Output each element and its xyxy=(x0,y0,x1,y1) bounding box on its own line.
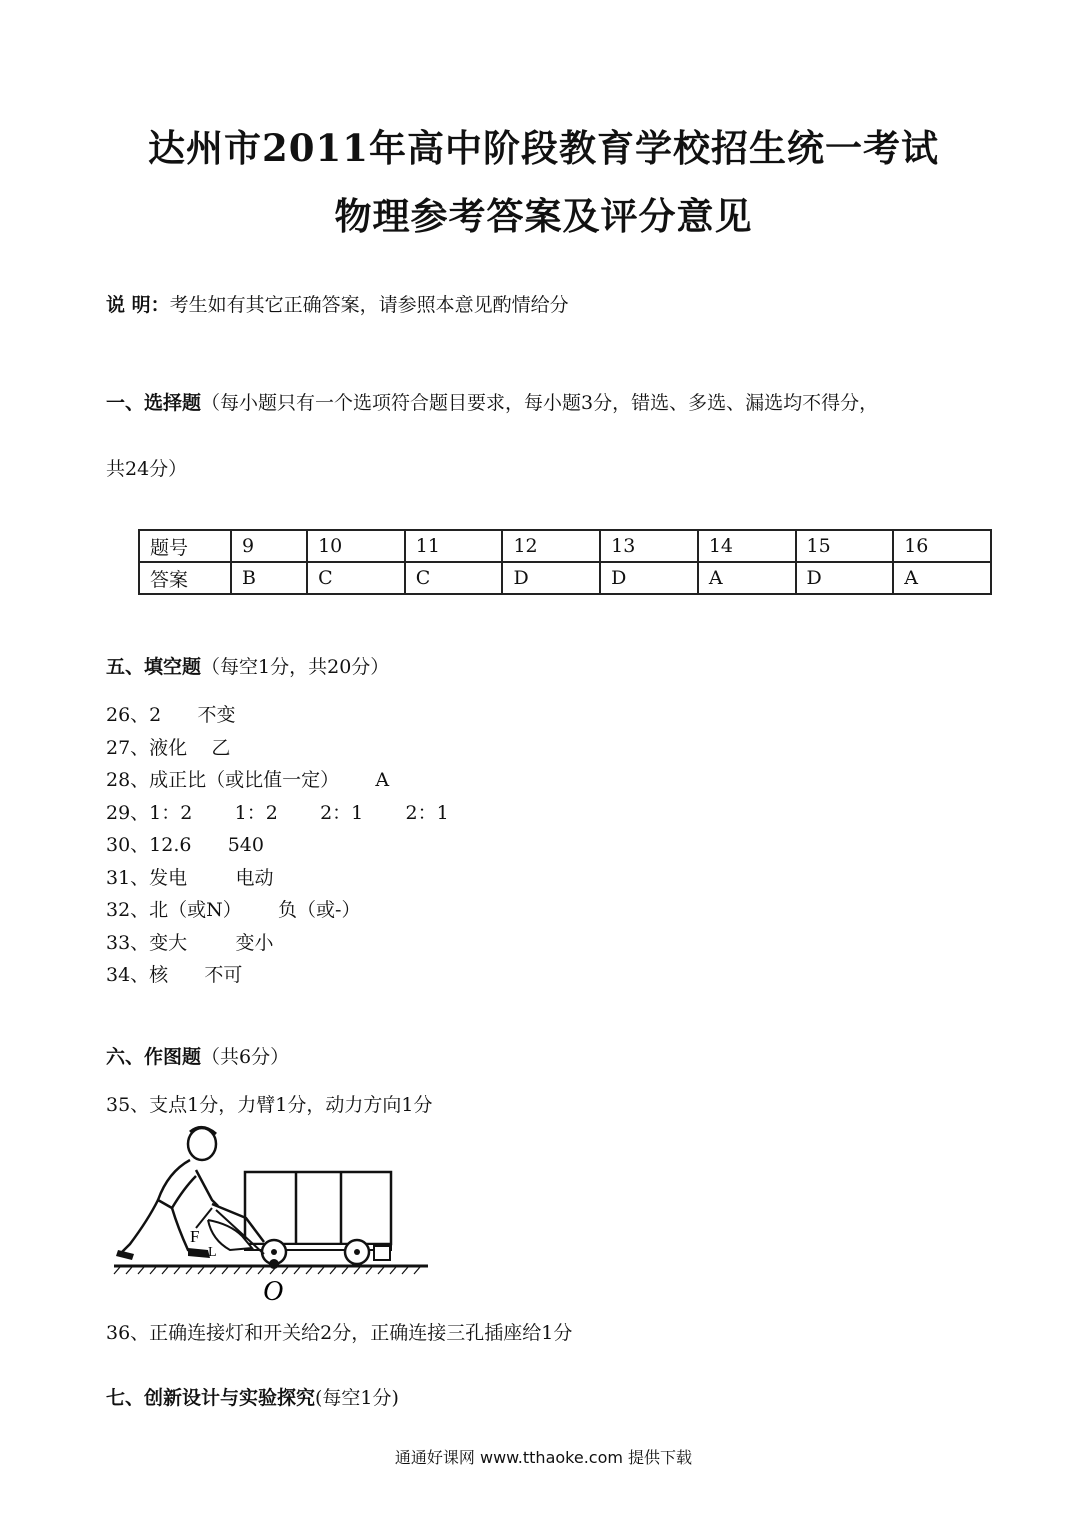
table-cell: B xyxy=(231,562,307,594)
answer-line-28: 28、成正比（或比值一定） A xyxy=(106,769,390,791)
footer-text: 通通好课网 www.tthaoke.com 提供下载 xyxy=(394,1448,693,1467)
answer-table xyxy=(138,529,992,595)
table-cell: 16 xyxy=(893,530,991,562)
table-cell: A xyxy=(698,562,796,594)
section-choice-desc: （每小题只有一个选项符合题目要求，每小题3分，错选、多选、漏选均不得分， xyxy=(201,392,879,414)
table-cell: A xyxy=(893,562,991,594)
answer-line-36: 36、正确连接灯和开关给2分，正确连接三孔插座给1分 xyxy=(106,1322,573,1344)
note xyxy=(106,290,569,317)
section-drawing-desc: （共6分） xyxy=(201,1046,290,1068)
table-cell: D xyxy=(600,562,698,594)
section-fill-desc: （每空1分，共20分） xyxy=(201,656,390,678)
table-cell: D xyxy=(502,562,600,594)
note-text: 考生如有其它正确答案，请参照本意见酌情给分 xyxy=(169,294,569,316)
force-label: F xyxy=(190,1227,200,1246)
section-choice-desc-cont: 共24分） xyxy=(106,458,188,480)
answer-line-27: 27、液化 乙 xyxy=(106,737,231,759)
section-drawing-title: 六、作图题 xyxy=(106,1046,202,1068)
section-choice-title: 一、选择题 xyxy=(106,392,202,414)
table-cell: D xyxy=(796,562,894,594)
answer-line-26: 26、2 不变 xyxy=(106,704,236,726)
answer-line-29: 29、1：2 1：2 2：1 2：1 xyxy=(106,802,449,824)
lever-figure xyxy=(112,1124,430,1304)
answer-line-33: 33、变大 变小 xyxy=(106,932,274,954)
table-cell: 12 xyxy=(502,530,600,562)
note-label: 说 明： xyxy=(106,294,170,316)
table-cell: 11 xyxy=(405,530,503,562)
section-experiment-heading xyxy=(106,1383,399,1410)
section-fill-heading xyxy=(106,652,389,679)
pivot-label: O xyxy=(263,1276,284,1304)
answer-line-35: 35、支点1分，力臂1分，动力方向1分 xyxy=(106,1094,433,1116)
table-cell: C xyxy=(307,562,405,594)
section-drawing-heading xyxy=(106,1042,289,1069)
table-cell: 10 xyxy=(307,530,405,562)
document-subtitle: 物理参考答案及评分意见 xyxy=(334,194,753,238)
document-title: 达州市2011年高中阶段教育学校招生统一考试 xyxy=(148,126,939,170)
table-row xyxy=(139,530,991,562)
section-experiment-desc: (每空1分) xyxy=(315,1387,399,1409)
answer-line-31: 31、发电 电动 xyxy=(106,867,274,889)
section-experiment-title: 七、创新设计与实验探究 xyxy=(106,1387,316,1409)
table-cell: 15 xyxy=(796,530,894,562)
table-cell: 9 xyxy=(231,530,307,562)
answer-line-32: 32、北（或N） 负（或-） xyxy=(106,899,361,921)
table-cell: C xyxy=(405,562,503,594)
table-cell: 14 xyxy=(698,530,796,562)
section-fill-title: 五、填空题 xyxy=(106,656,202,678)
row-label-answer: 答案 xyxy=(139,562,231,594)
section-choice-heading xyxy=(106,388,878,415)
row-label-number: 题号 xyxy=(139,530,231,562)
table-row xyxy=(139,562,991,594)
table-cell: 13 xyxy=(600,530,698,562)
arm-label: L xyxy=(208,1245,217,1260)
answer-line-30: 30、12.6 540 xyxy=(106,834,264,856)
answer-line-34: 34、核 不可 xyxy=(106,964,243,986)
